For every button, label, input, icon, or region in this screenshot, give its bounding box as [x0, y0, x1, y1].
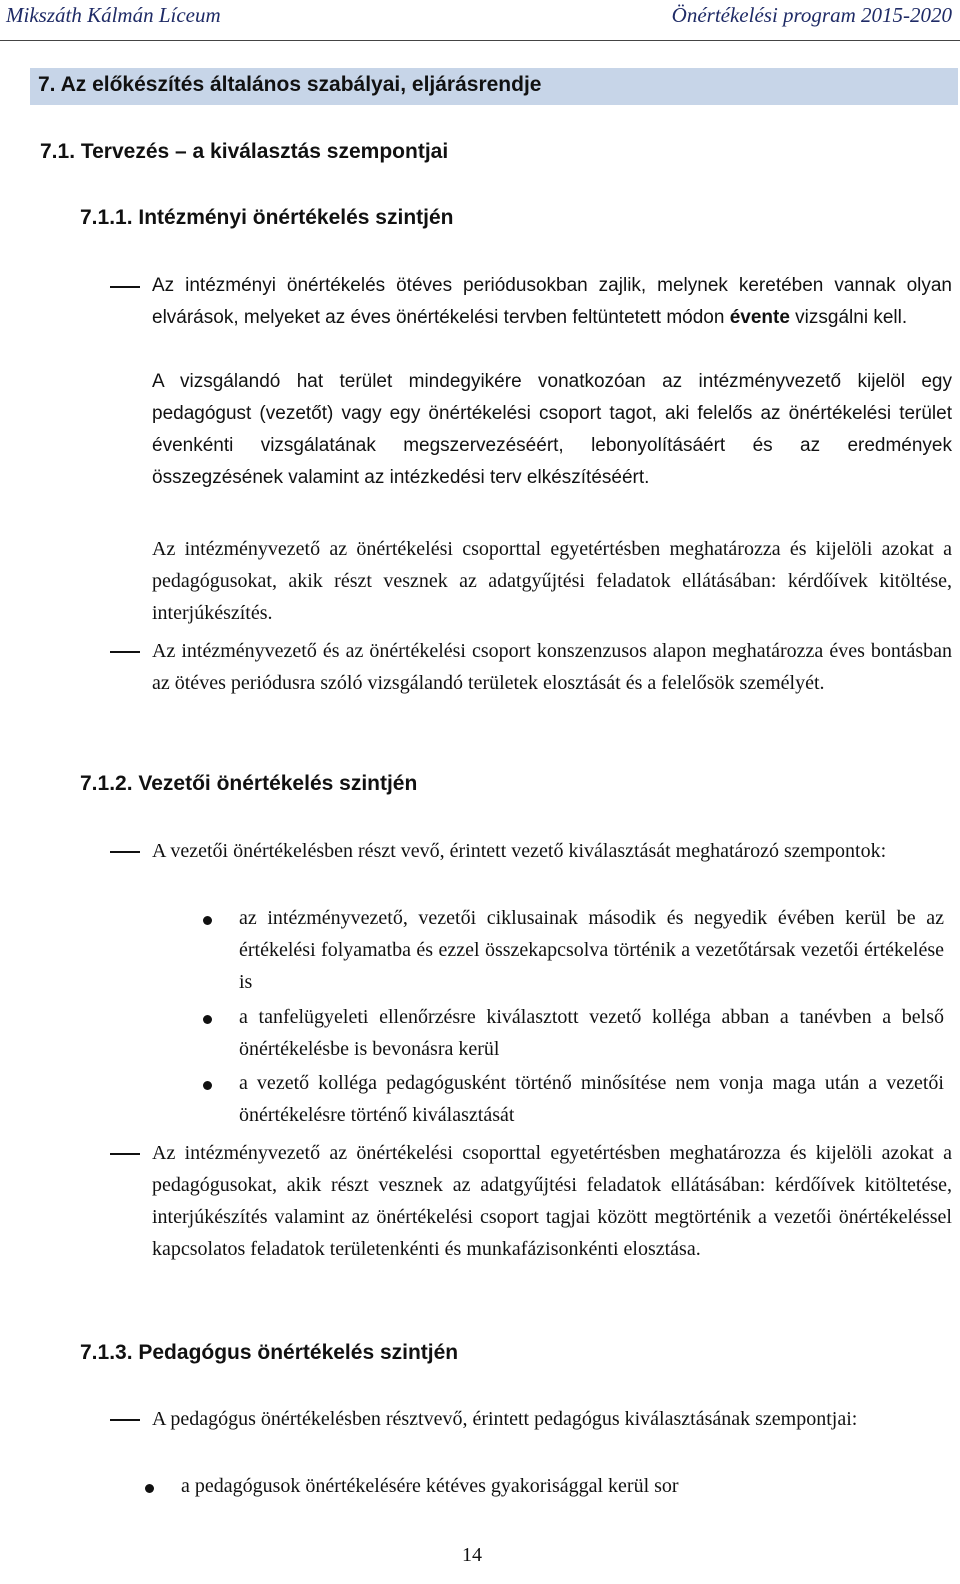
list-item: az intézményvezető, vezetői ciklusainak második és negyedik évében kerül be az értékelési folyamatba és ezzel összekapcsolva történik a vezetőtársak vezetői értékelése is: [239, 907, 944, 993]
paragraph-711-4: Az intézményvezető és az önértékelési csoport konszenzusos alapon meghatározza éves bontásban az ötéves periódusra szóló vizsgálandó területek elosztását és a felelősök személyét.: [152, 640, 952, 694]
paragraph-711-2: A vizsgálandó hat terület mindegyikére vonatkozóan az intézményvezető kijelöl egy pedagógust (vezetőt) vagy egy önértékelési csoport tagot, aki felelős az önértékelési terület évenkénti vizsgálatának megszervezéséért, lebonyolításáért és az eredmények összegzésének valamint az intézkedési terv elkészítéséért.: [152, 371, 952, 488]
dash-marker: [110, 1153, 140, 1155]
emphasis-evente: évente: [729, 307, 790, 328]
bullet-dot: [203, 1015, 212, 1024]
heading-7-1-3: 7.1.3. Pedagógus önértékelés szintjén: [80, 1341, 459, 1364]
header-school-name: Mikszáth Kálmán Líceum: [6, 3, 221, 27]
page-number: 14: [462, 1544, 482, 1566]
heading-7-1-2: 7.1.2. Vezetői önértékelés szintjén: [80, 772, 418, 795]
header-program-title: Önértékelési program 2015-2020: [671, 3, 952, 27]
paragraph-712-2: Az intézményvezető az önértékelési csoporttal egyetértésben meghatározza és kijelöli azokat a pedagógusokat, akik részt vesznek az adatgyűjtési feladatok ellátásában: kérdőívek kitöltetése, interjúkészítés valamint az önértékelési csoport tagjai között megtörténik a vezetői önértékeléssel kapcsolatos feladatok területenkénti és munkafázisonkénti elosztása.: [152, 1142, 952, 1260]
section-title: 7. Az előkészítés általános szabályai, eljárásrendje: [38, 73, 542, 96]
list-item: a pedagógusok önértékelésére kétéves gyakorisággal kerül sor: [181, 1475, 679, 1497]
dash-marker: [110, 651, 140, 653]
heading-7-1-1: 7.1.1. Intézményi önértékelés szintjén: [80, 206, 454, 229]
paragraph-711-1: Az intézményi önértékelés ötéves periódusokban zajlik, melynek keretében vannak olyan elvárások, melyeket az éves önértékelési tervben feltüntetett módon évente vizsgálni kell.: [152, 275, 952, 328]
list-item: a tanfelügyeleti ellenőrzésre kiválasztott vezető kolléga abban a tanévben a belső önértékelésbe is bevonásra kerül: [239, 1006, 944, 1060]
page-header: [0, 0, 960, 41]
list-item: a vezető kolléga pedagógusként történő minősítése nem vonja maga után a vezetői önértékelésre történő kiválasztását: [239, 1072, 944, 1126]
dash-marker: [110, 1419, 140, 1421]
paragraph-713-1: A pedagógus önértékelésben résztvevő, érintett pedagógus kiválasztásának szempontjai:: [152, 1408, 858, 1430]
bullet-dot: [203, 916, 212, 925]
dash-marker: [110, 286, 140, 288]
subsection-title: 7.1. Tervezés – a kiválasztás szempontjai: [40, 140, 449, 163]
paragraph-711-3: Az intézményvezető az önértékelési csoporttal egyetértésben meghatározza és kijelöli azokat a pedagógusokat, akik részt vesznek az adatgyűjtési feladatok ellátásában: kérdőívek kitöltése, interjúkészítés.: [152, 538, 952, 624]
paragraph-712-1: A vezetői önértékelésben részt vevő, érintett vezető kiválasztását meghatározó szempontok:: [152, 840, 887, 862]
dash-marker: [110, 851, 140, 853]
bullet-dot: [203, 1081, 212, 1090]
bullet-dot: [145, 1484, 154, 1493]
